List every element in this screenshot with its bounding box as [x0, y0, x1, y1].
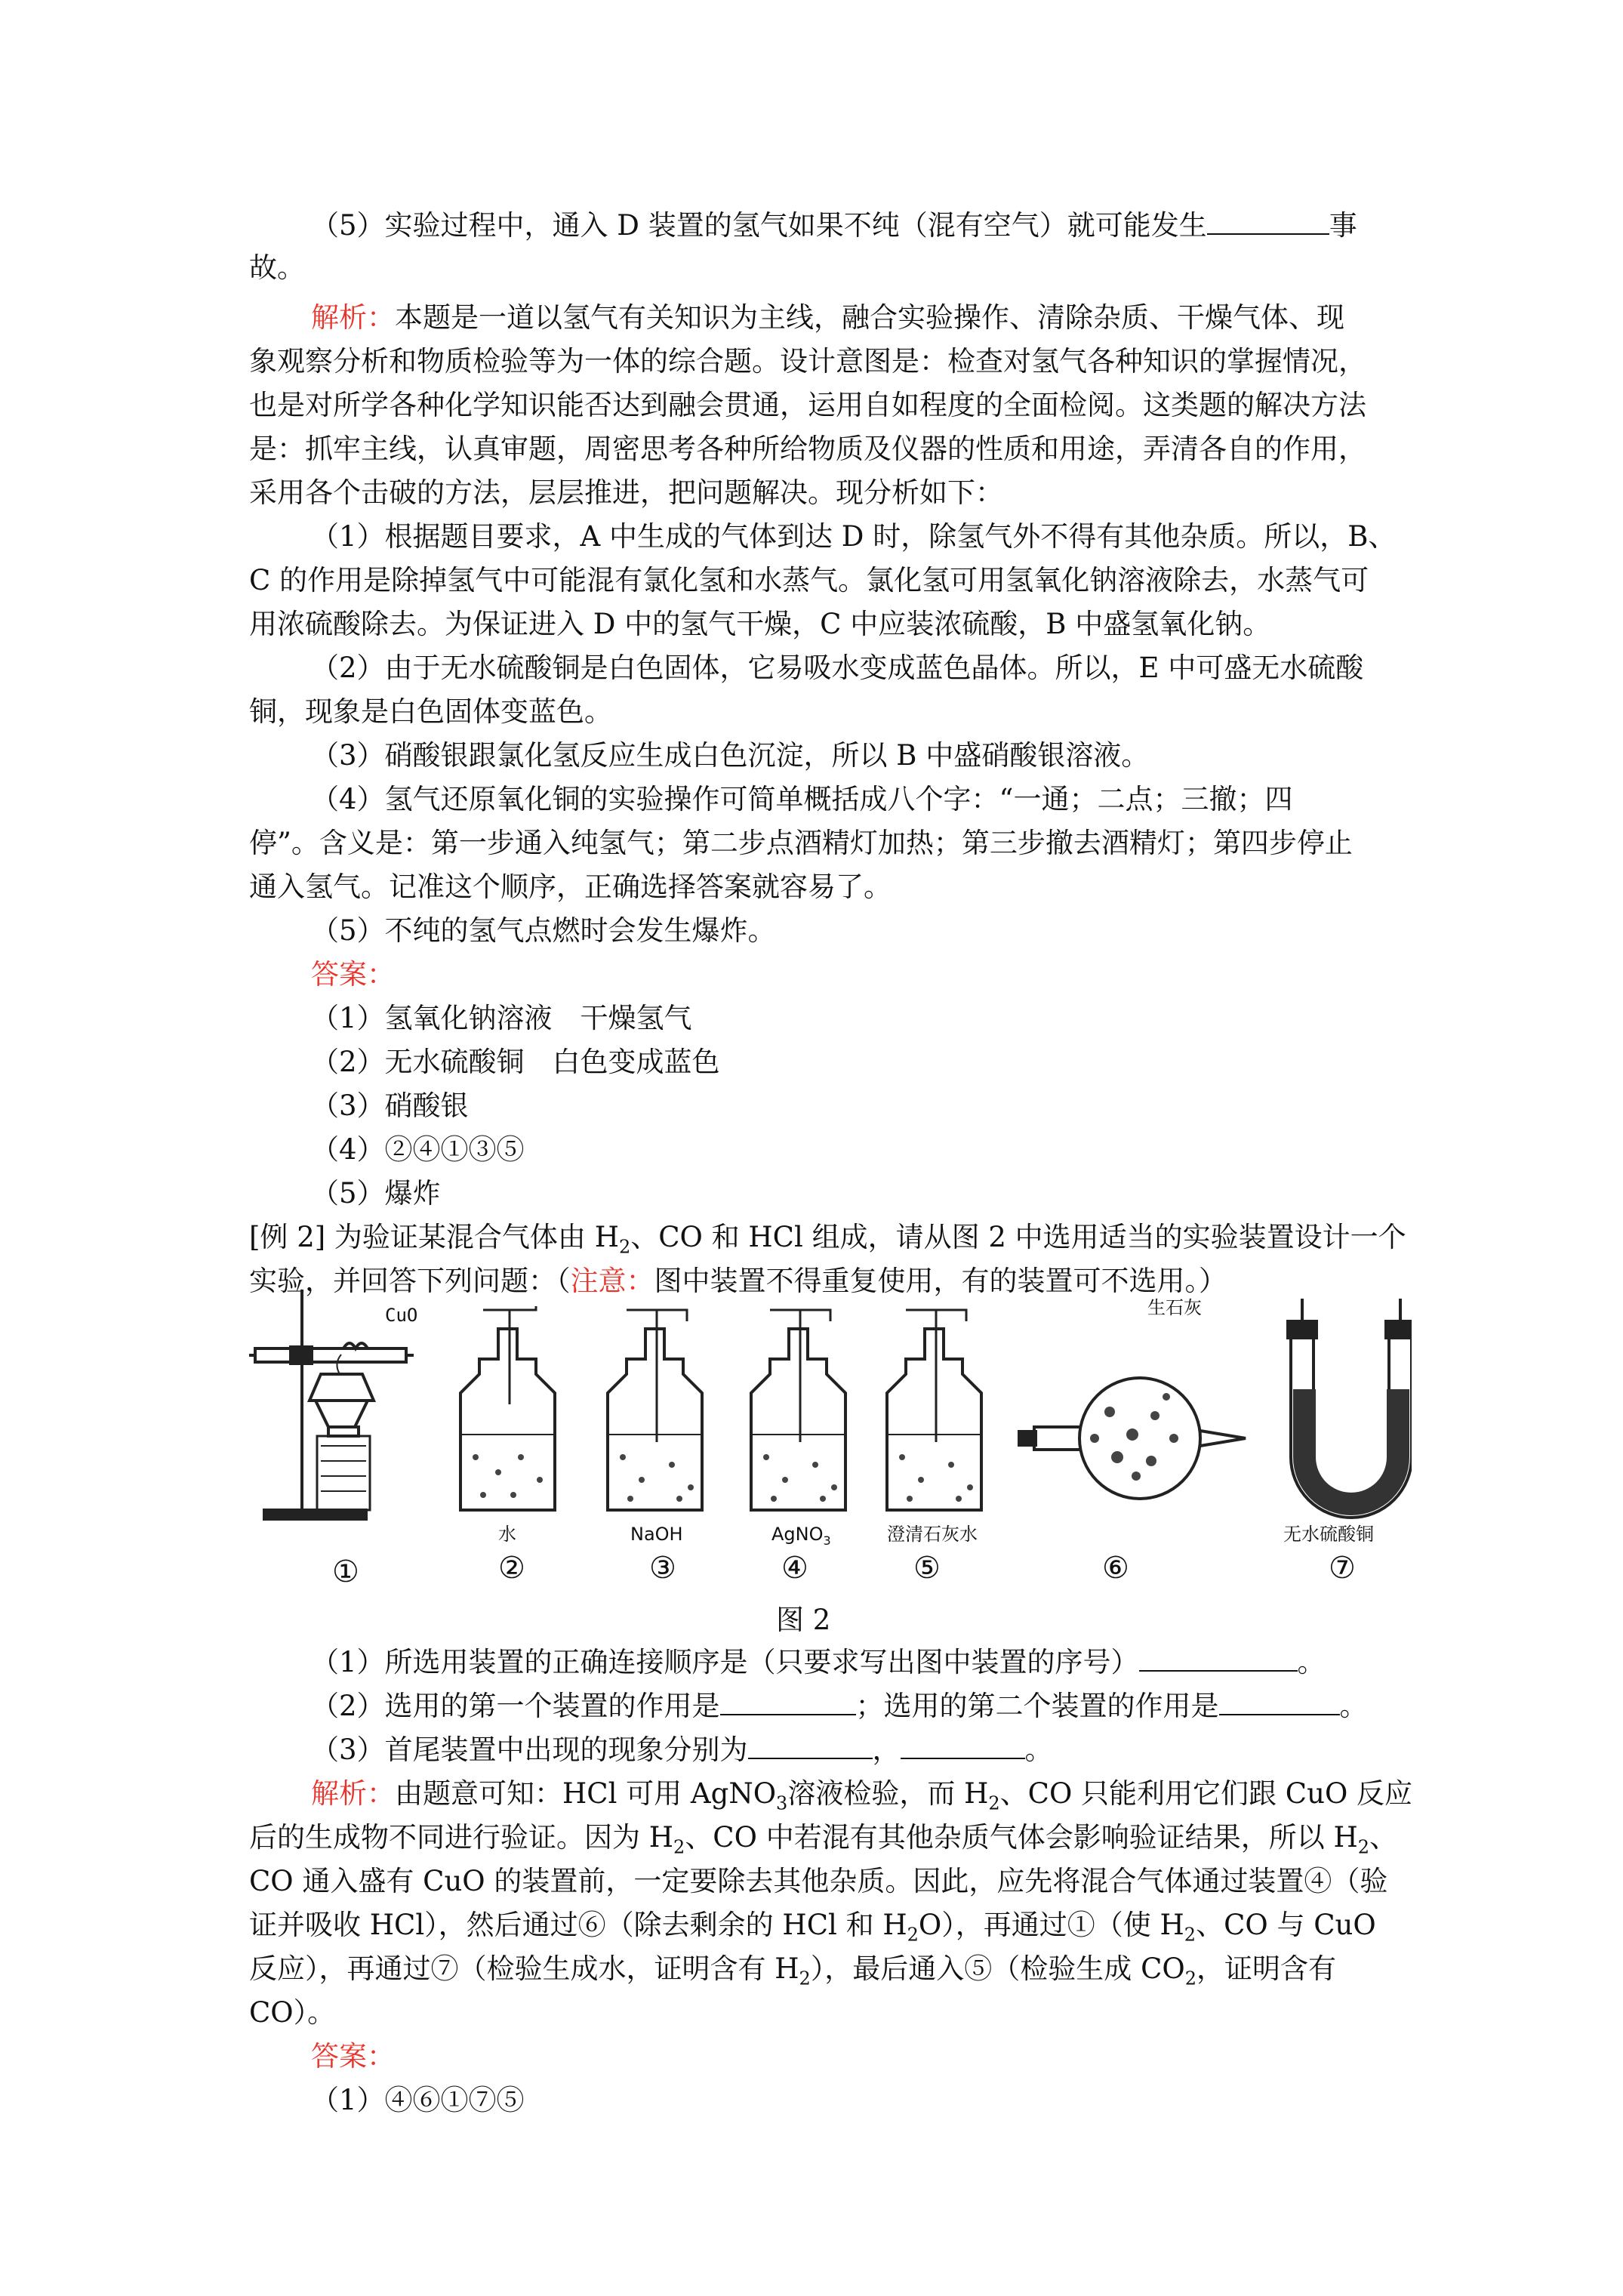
apparatus-number: ③ [649, 1551, 676, 1586]
analysis-line: C 的作用是除掉氢气中可能混有氯化氢和水蒸气。氯化氢可用氢氧化钠溶液除去，水蒸气可 [249, 564, 1369, 596]
example-2-line2: 实验，并回答下列问题：（注意：图中装置不得重复使用，有的装置可不选用。） [249, 1265, 1227, 1297]
label-cuso4: 无水硫酸铜 [1283, 1524, 1374, 1545]
question-2-2: （2）选用的第一个装置的作用是 ；选用的第二个装置的作用是 。 [311, 1690, 1368, 1722]
analysis-line: 解析：本题是一道以氢气有关知识为主线，融合实验操作、清除杂质、干燥气体、现 [311, 301, 1344, 334]
answer-item: （1）氢氧化钠溶液 干燥氢气 [311, 1002, 692, 1034]
answer-item: （5）爆炸 [311, 1177, 441, 1210]
analysis-line: 采用各个击破的方法，层层推进，把问题解决。现分析如下： [249, 476, 1003, 509]
answer-label: 答案： [311, 958, 395, 991]
figure-caption: 图 2 [776, 1604, 831, 1636]
label-naoh: NaOH [630, 1524, 683, 1545]
analysis-line: （1）根据题目要求，A 中生成的气体到达 D 时，除氢气外不得有其他杂质。所以，B、 [311, 520, 1397, 553]
answer-blank [748, 1735, 873, 1759]
answer-item: （2）无水硫酸铜 白色变成蓝色 [311, 1046, 720, 1078]
analysis-line: （3）硝酸银跟氯化氢反应生成白色沉淀，所以 B 中盛硝酸银溶液。 [311, 739, 1150, 772]
analysis-line: 后的生成物不同进行验证。因为 $H_2$、CO 中若混有其他杂质气体会影响验证结果，所以 $H_2$、 [249, 1821, 1398, 1858]
apparatus-number: ⑦ [1329, 1551, 1356, 1586]
analysis-line: CO）。 [249, 1996, 336, 2029]
apparatus-number: ⑤ [913, 1551, 941, 1586]
question-2-3: （3）首尾装置中出现的现象分别为 ， 。 [311, 1734, 1053, 1766]
analysis-line: 铜，现象是白色固体变蓝色。 [249, 695, 612, 728]
apparatus-number: ④ [781, 1551, 808, 1586]
question-5-line2: 故。 [249, 251, 305, 284]
analysis-label: 解析： [311, 1777, 395, 1810]
answer-item: （4）②④①③⑤ [311, 1133, 525, 1166]
analysis-line: 也是对所学各种化学知识能否达到融会贯通，运用自如程度的全面检阅。这类题的解决方法 [249, 389, 1366, 421]
answer-blank [901, 1735, 1025, 1759]
question-5-line1: （5）实验过程中，通入 D 装置的氢气如果不纯（混有空气）就可能发生 事 [311, 209, 1357, 242]
analysis-label: 解析： [311, 301, 395, 334]
apparatus-3-naoh-bottle [608, 1310, 702, 1510]
analysis-line: 是：抓牢主线，认真审题，周密思考各种所给物质及仪器的性质和用途，弄清各自的作用， [249, 433, 1366, 465]
analysis-line: 停”。含义是：第一步通入纯氢气；第二步点酒精灯加热；第三步撤去酒精灯；第四步停止 [249, 827, 1353, 859]
analysis-line: 象观察分析和物质检验等为一体的综合题。设计意图是：检查对氢气各种知识的掌握情况， [249, 345, 1366, 378]
analysis-line: （2）由于无水硫酸铜是白色固体，它易吸水变成蓝色晶体。所以，E 中可盛无水硫酸 [311, 652, 1364, 684]
apparatus-4-agno3-bottle [751, 1310, 845, 1510]
apparatus-number: ② [498, 1551, 525, 1586]
analysis-line: CO 通入盛有 CuO 的装置前，一定要除去其他杂质。因此，应先将混合气体通过装置④（验 [249, 1865, 1388, 1897]
analysis-line: （4）氢气还原氧化铜的实验操作可简单概括成八个字：“一通；二点；三撤；四 [311, 783, 1293, 815]
apparatus-number: ① [332, 1555, 359, 1586]
example-2-line1: [例 2] 为验证某混合气体由 $H_2$、CO 和 HCl 组成，请从图 2 中选用适当的实验装置设计一个 [249, 1221, 1406, 1258]
answer-label: 答案： [311, 2040, 395, 2073]
apparatus-number: ⑥ [1102, 1551, 1129, 1586]
apparatus-figure [249, 1284, 1412, 1586]
note-label: 注意： [570, 1265, 654, 1297]
answer-blank [1207, 211, 1329, 235]
answer-blank [1219, 1691, 1340, 1715]
analysis-line: （5）不纯的氢气点燃时会发生爆炸。 [311, 914, 776, 947]
question-2-1: （1）所选用装置的正确连接顺序是（只要求写出图中装置的序号） 。 [311, 1646, 1326, 1678]
apparatus-7-u-tube [1288, 1299, 1412, 1518]
analysis-line: 证并吸收 HCl），然后通过⑥（除去剩余的 HCl 和 $H_2O$），再通过①（使 $H_2$、CO 与 CuO [249, 1909, 1376, 1946]
answer-blank [1139, 1647, 1298, 1672]
label-limewater: 澄清石灰水 [887, 1524, 978, 1545]
analysis-line: 反应），再通过⑦（检验生成水，证明含有 $H_2$），最后通入⑤（检验生成 $CO_2$，证明含有 [249, 1952, 1336, 1989]
answer-item: （3）硝酸银 [311, 1089, 469, 1122]
answer-blank [720, 1691, 856, 1715]
analysis-line: 用浓硫酸除去。为保证进入 D 中的氢气干燥，C 中应装浓硫酸，B 中盛氢氧化钠。 [249, 608, 1271, 640]
analysis-line: 解析：由题意可知：HCl 可用 AgNO$_3$溶液检验，而 $H_2$、CO 只能利用它们跟 CuO 反应 [311, 1777, 1413, 1814]
apparatus-5-limewater-bottle [887, 1310, 981, 1510]
label-agno3: AgNO$_3$ [771, 1524, 831, 1548]
analysis-line: 通入氢气。记准这个顺序，正确选择答案就容易了。 [249, 871, 892, 903]
label-quicklime: 生石灰 [1147, 1297, 1202, 1318]
label-water: 水 [498, 1524, 516, 1545]
label-cuo: CuO [385, 1305, 418, 1326]
answer-item: （1）④⑥①⑦⑤ [311, 2084, 525, 2116]
